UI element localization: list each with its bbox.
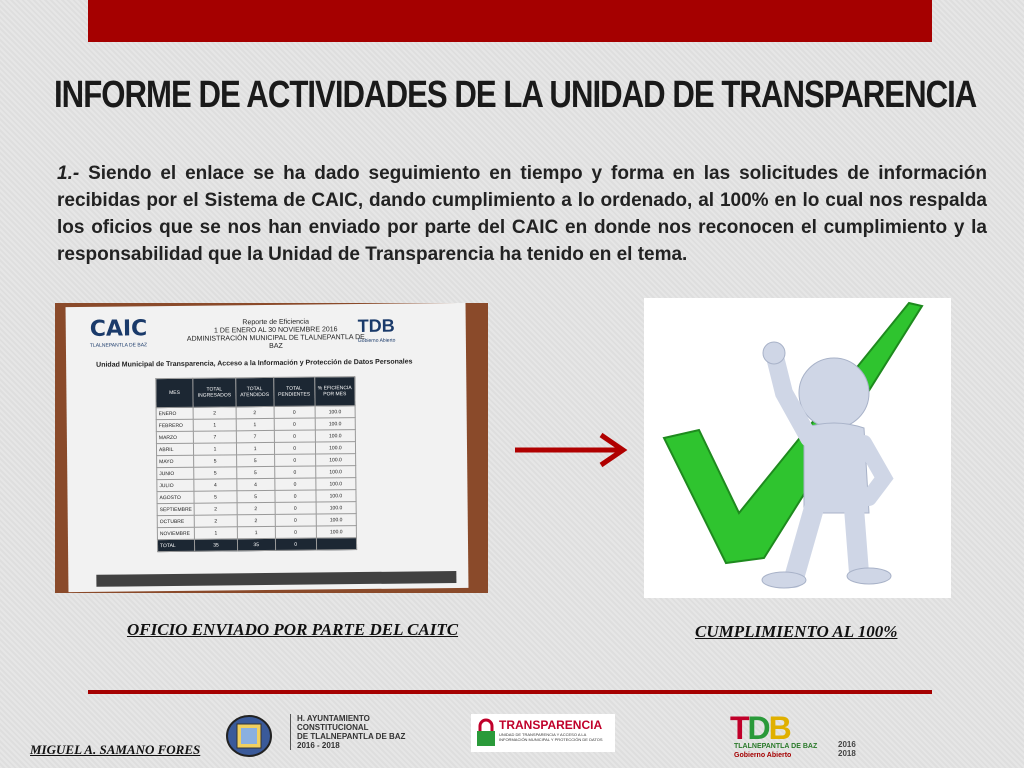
table-cell: 0 bbox=[274, 406, 315, 418]
table-cell: 5 bbox=[194, 491, 237, 503]
unit-heading: Unidad Municipal de Transparencia, Acceso a la Información y Protección de Datos Personales bbox=[96, 358, 413, 369]
table-cell: 1 bbox=[237, 526, 275, 538]
tdb-years bbox=[838, 740, 856, 758]
table-cell: 100.0 bbox=[315, 454, 355, 466]
year-end: 2018 bbox=[838, 749, 856, 758]
table-cell: 2 bbox=[237, 502, 275, 514]
transparencia-subtitle: UNIDAD DE TRANSPARENCIA Y ACCESO A LA INFORMACIÓN MUNICIPAL Y PROTECCIÓN DE DATOS bbox=[499, 732, 603, 742]
check-mark-icon bbox=[644, 298, 951, 598]
body-paragraph bbox=[57, 160, 987, 268]
table-cell: 1 bbox=[193, 419, 236, 431]
table-cell: 5 bbox=[236, 466, 274, 478]
tdb-letters bbox=[730, 710, 790, 747]
table-cell: 0 bbox=[274, 442, 315, 454]
efficiency-table bbox=[155, 376, 357, 552]
table-cell: 100.0 bbox=[316, 478, 356, 490]
table-cell: 0 bbox=[274, 418, 315, 430]
table-cell: 0 bbox=[275, 526, 316, 538]
table-header-row bbox=[156, 377, 355, 408]
ayuntamiento-line: DE TLALNEPANTLA DE BAZ bbox=[297, 732, 406, 741]
table-cell: 0 bbox=[275, 502, 316, 514]
tdb-letter-d: D bbox=[747, 710, 769, 746]
table-cell: ENERO bbox=[156, 407, 193, 419]
column-header: TOTAL INGRESADOS bbox=[193, 378, 236, 407]
ayuntamiento-line: CONSTITUCIONAL bbox=[297, 723, 369, 732]
table-cell: FEBRERO bbox=[156, 419, 193, 431]
table-cell: 2 bbox=[194, 503, 237, 515]
report-paper bbox=[66, 303, 469, 592]
table-cell bbox=[316, 538, 356, 550]
ayuntamiento-line: 2016 - 2018 bbox=[297, 741, 340, 750]
arrow-right-icon bbox=[513, 430, 629, 470]
page-title: INFORME DE ACTIVIDADES DE LA UNIDAD DE TRANSPARENCIA bbox=[54, 74, 977, 116]
caption-cumplimiento: CUMPLIMIENTO AL 100% bbox=[695, 622, 898, 641]
municipal-seal-icon bbox=[225, 714, 273, 758]
table-cell: 2 bbox=[236, 406, 274, 418]
table-cell: 0 bbox=[275, 514, 316, 526]
table-cell: JUNIO bbox=[157, 467, 194, 479]
paragraph-number: 1.- bbox=[57, 163, 80, 184]
table-cell: 5 bbox=[236, 454, 274, 466]
table-cell: 7 bbox=[194, 431, 237, 443]
author-name: MIGUEL A. SAMANO FORES bbox=[30, 742, 201, 757]
column-header: MES bbox=[156, 378, 194, 407]
caption-oficio: OFICIO ENVIADO POR PARTE DEL CAITC bbox=[127, 620, 459, 639]
table-cell: TOTAL bbox=[157, 539, 194, 551]
transparencia-word: TRANSPARENCIA bbox=[499, 718, 603, 732]
table-cell: 0 bbox=[275, 538, 316, 550]
table-cell: 4 bbox=[237, 478, 275, 490]
redacted-strip bbox=[96, 571, 456, 587]
paragraph-text: Siendo el enlace se ha dado seguimiento en tiempo y forma en las solicitudes de información recibidas por el Sistema de CAIC, dando cumplimiento a lo ordenado, al 100% en lo cual nos respalda los oficios que se nos han enviado por parte del CAIC en donde nos reconocen el cumplimiento y la responsabilidad que la Unidad de Transparencia ha tenido en el tema. bbox=[57, 163, 988, 265]
table-cell: 100.0 bbox=[315, 418, 355, 430]
tdb-gobierno: Gobierno Abierto bbox=[734, 752, 792, 759]
padlock-icon bbox=[475, 718, 497, 748]
caic-logo-subtitle: TLALNEPANTLA DE BAZ bbox=[89, 342, 148, 349]
table-cell: NOVIEMBRE bbox=[157, 527, 194, 539]
table-cell: 0 bbox=[274, 454, 315, 466]
table-cell: OCTUBRE bbox=[157, 515, 194, 527]
tdb-logo bbox=[730, 710, 850, 760]
tdb-letter-t: T bbox=[730, 710, 748, 746]
table-cell: 0 bbox=[274, 466, 315, 478]
table-cell: 4 bbox=[194, 479, 237, 491]
table-cell: 2 bbox=[237, 514, 275, 526]
table-cell: SEPTIEMBRE bbox=[157, 503, 194, 515]
top-accent-bar bbox=[88, 0, 932, 42]
table-cell: 100.0 bbox=[316, 514, 356, 526]
table-cell: 0 bbox=[275, 490, 316, 502]
table-body bbox=[156, 406, 356, 552]
column-header: TOTAL ATENDIDOS bbox=[236, 377, 274, 406]
table-cell: 5 bbox=[194, 467, 237, 479]
column-header: % EFICIENCIA POR MES bbox=[314, 377, 355, 406]
table-cell: AGOSTO bbox=[157, 491, 194, 503]
column-header: TOTAL PENDIENTES bbox=[273, 377, 314, 406]
ayuntamiento-line: H. AYUNTAMIENTO bbox=[297, 714, 370, 723]
tdb-city: TLALNEPANTLA DE BAZ bbox=[734, 743, 818, 750]
table-cell: 100.0 bbox=[316, 526, 356, 538]
table-cell: 100.0 bbox=[315, 442, 355, 454]
tdb-logo-small: TDB bbox=[357, 315, 395, 337]
table-cell: 35 bbox=[195, 539, 238, 551]
bottom-accent-line bbox=[88, 690, 932, 694]
table-cell: 0 bbox=[274, 430, 315, 442]
report-admin: ADMINISTRACIÓN MUNICIPAL DE TLALNEPANTLA DE BAZ bbox=[186, 333, 365, 350]
tdb-letter-b: B bbox=[768, 710, 790, 746]
document-photo bbox=[55, 303, 488, 593]
caic-logo: CAIC bbox=[89, 316, 148, 342]
ayuntamiento-text bbox=[290, 714, 405, 750]
report-title bbox=[186, 318, 366, 352]
table-cell: 1 bbox=[236, 418, 274, 430]
check-illustration bbox=[644, 298, 951, 598]
table-cell: 100.0 bbox=[315, 430, 355, 442]
table-cell: 2 bbox=[194, 515, 237, 527]
table-cell: 100.0 bbox=[315, 406, 355, 418]
transparencia-logo bbox=[471, 714, 615, 752]
table-cell: 35 bbox=[237, 538, 275, 550]
table-cell: 100.0 bbox=[316, 502, 356, 514]
table-cell: 1 bbox=[194, 443, 237, 455]
table-cell: 1 bbox=[236, 442, 274, 454]
table-cell: 5 bbox=[194, 455, 237, 467]
table-cell: ABRIL bbox=[156, 443, 193, 455]
table-cell: JULIO bbox=[157, 479, 194, 491]
table-cell: 0 bbox=[274, 478, 315, 490]
table-cell: 2 bbox=[193, 407, 236, 419]
report-title-line: Reporte de Eficiencia bbox=[242, 318, 309, 327]
table-total-row bbox=[157, 538, 356, 552]
table-cell: 1 bbox=[195, 527, 238, 539]
table-cell: 7 bbox=[236, 430, 274, 442]
table-cell: MARZO bbox=[156, 431, 193, 443]
report-period: 1 DE ENERO AL 30 NOVIEMBRE 2016 bbox=[214, 326, 338, 335]
tdb-logo-small-subtitle: Gobierno Abierto bbox=[357, 337, 396, 345]
table-cell: 5 bbox=[237, 490, 275, 502]
table-cell: 100.0 bbox=[315, 466, 355, 478]
table-cell: MAYO bbox=[157, 455, 194, 467]
year-start: 2016 bbox=[838, 740, 856, 749]
table-cell: 100.0 bbox=[316, 490, 356, 502]
